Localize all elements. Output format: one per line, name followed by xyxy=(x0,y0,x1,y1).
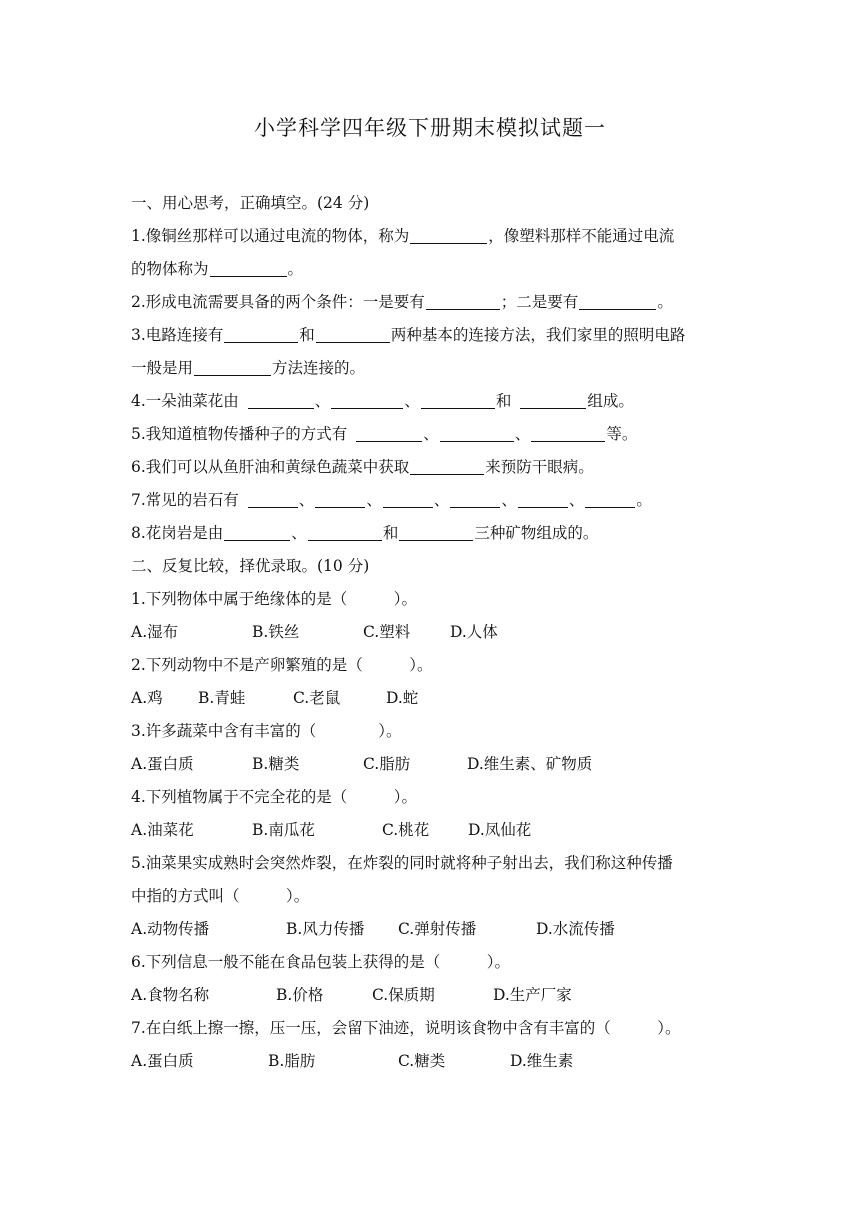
answer-blank[interactable] xyxy=(356,424,422,442)
q4-sep: 、 xyxy=(314,392,331,410)
answer-blank[interactable] xyxy=(331,391,403,409)
mc-question-6: 6.下列信息一般不能在食品包装上获得的是（ ）。 xyxy=(131,953,511,971)
answer-blank[interactable] xyxy=(308,523,382,541)
q3-text-c: 两种基本的连接方法，我们家里的照明电路 xyxy=(390,326,686,344)
mc-options-5 xyxy=(131,913,741,946)
q6-text-b: 来预防干眼病。 xyxy=(485,458,594,476)
mc-question-5-line-2: 中指的方式叫（ ）。 xyxy=(131,887,310,905)
q7-sep: 、 xyxy=(298,491,315,509)
option-a[interactable]: A.蛋白质 xyxy=(131,1052,194,1070)
q7-sep: 、 xyxy=(501,491,517,509)
answer-blank[interactable] xyxy=(248,490,298,508)
q3-text-e: 方法连接的。 xyxy=(272,359,366,377)
q2-text-c: 。 xyxy=(657,293,673,311)
option-c[interactable]: C.塑料 xyxy=(363,623,411,641)
answer-blank[interactable] xyxy=(194,358,271,376)
option-d[interactable]: D.蛇 xyxy=(386,689,419,707)
question-4 xyxy=(131,385,741,418)
option-c[interactable]: C.弹射传播 xyxy=(398,920,477,938)
q4-and: 和 xyxy=(495,392,512,410)
answer-blank[interactable] xyxy=(585,490,635,508)
q1-text-b: ，像塑料那样不能通过电流 xyxy=(488,227,675,245)
mc-question-1: 1.下列物体中属于绝缘体的是（ ）。 xyxy=(131,590,418,608)
option-c[interactable]: C.脂肪 xyxy=(363,755,411,773)
option-b[interactable]: B.铁丝 xyxy=(252,623,300,641)
option-c[interactable]: C.糖类 xyxy=(398,1052,446,1070)
q7-end: 。 xyxy=(636,491,652,509)
question-8 xyxy=(131,517,741,550)
question-1-line-2 xyxy=(131,253,741,286)
option-a[interactable]: A.动物传播 xyxy=(131,920,210,938)
option-b[interactable]: B.风力传播 xyxy=(286,920,365,938)
answer-blank[interactable] xyxy=(520,391,586,409)
answer-blank[interactable] xyxy=(315,490,365,508)
option-c[interactable]: C.桃花 xyxy=(382,821,430,839)
q5-sep: 、 xyxy=(423,425,439,443)
mc-options-2 xyxy=(131,682,741,715)
q2-text-a: 2.形成电流需要具备的两个条件：一是要有 xyxy=(131,293,425,311)
q4-text-a: 4.一朵油菜花由 xyxy=(131,392,239,410)
option-d[interactable]: D.维生素 xyxy=(510,1052,574,1070)
q7-sep: 、 xyxy=(568,491,585,509)
answer-blank[interactable] xyxy=(450,490,500,508)
q2-text-b: ；二是要有 xyxy=(500,293,579,311)
mc-question-2: 2.下列动物中不是产卵繁殖的是（ ）。 xyxy=(131,656,433,674)
exam-body xyxy=(131,187,741,1078)
mc-question-5-line-1: 5.油菜果实成熟时会突然炸裂，在炸裂的同时就将种子射出去，我们称这种传播 xyxy=(131,854,673,872)
q5-sep: 、 xyxy=(514,425,531,443)
q1-text-a: 1.像铜丝那样可以通过电流的物体，称为 xyxy=(131,227,410,245)
q7-sep: 、 xyxy=(366,491,382,509)
q5-end: 等。 xyxy=(606,425,638,443)
mc-options-3 xyxy=(131,748,741,781)
question-6 xyxy=(131,451,741,484)
answer-blank[interactable] xyxy=(224,325,298,343)
option-b[interactable]: B.南瓜花 xyxy=(252,821,315,839)
answer-blank[interactable] xyxy=(210,259,287,277)
q3-text-a: 3.电路连接有 xyxy=(131,326,224,344)
mc-question-7: 7.在白纸上擦一擦，压一压，会留下油迹，说明该食物中含有丰富的（ ）。 xyxy=(131,1019,681,1037)
q8-text-a: 8.花岗岩是由 xyxy=(131,524,224,542)
mc-options-1 xyxy=(131,616,741,649)
answer-blank[interactable] xyxy=(426,292,500,310)
answer-blank[interactable] xyxy=(224,523,290,541)
q4-end: 组成。 xyxy=(587,392,634,410)
mc-question-3: 3.许多蔬菜中含有丰富的（ ）。 xyxy=(131,722,402,740)
q8-end: 三种矿物组成的。 xyxy=(474,524,599,542)
mc-options-4 xyxy=(131,814,741,847)
question-3-line-1 xyxy=(131,319,741,352)
q8-and: 和 xyxy=(382,524,399,542)
option-b[interactable]: B.价格 xyxy=(276,986,324,1004)
q8-sep: 、 xyxy=(291,524,307,542)
answer-blank[interactable] xyxy=(399,523,473,541)
q3-text-b: 和 xyxy=(299,326,315,344)
answer-blank[interactable] xyxy=(421,391,495,409)
q1-text-c: 的物体称为 xyxy=(131,260,209,278)
section2-heading: 二、反复比较，择优录取。(10 分) xyxy=(131,557,370,575)
option-a[interactable]: A.湿布 xyxy=(131,623,179,641)
question-7 xyxy=(131,484,741,517)
option-d[interactable]: D.水流传播 xyxy=(536,920,615,938)
option-b[interactable]: B.脂肪 xyxy=(268,1052,316,1070)
answer-blank[interactable] xyxy=(410,226,487,244)
q6-text-a: 6.我们可以从鱼肝油和黄绿色蔬菜中获取 xyxy=(131,458,410,476)
option-c[interactable]: C.保质期 xyxy=(372,986,435,1004)
q7-sep: 、 xyxy=(433,491,450,509)
question-5 xyxy=(131,418,741,451)
answer-blank[interactable] xyxy=(316,325,390,343)
q5-text-a: 5.我知道植物传播种子的方式有 xyxy=(131,425,348,443)
section1-heading: 一、用心思考，正确填空。(24 分) xyxy=(131,194,370,212)
question-2 xyxy=(131,286,741,319)
mc-question-4: 4.下列植物属于不完全花的是（ ）。 xyxy=(131,788,418,806)
answer-blank[interactable] xyxy=(248,391,314,409)
answer-blank[interactable] xyxy=(440,424,514,442)
option-a[interactable]: A.油菜花 xyxy=(131,821,194,839)
answer-blank[interactable] xyxy=(531,424,605,442)
q7-text-a: 7.常见的岩石有 xyxy=(131,491,239,509)
mc-options-6 xyxy=(131,979,741,1012)
option-d[interactable]: D.维生素、矿物质 xyxy=(467,755,593,773)
mc-options-7 xyxy=(131,1045,741,1078)
question-3-line-2 xyxy=(131,352,741,385)
answer-blank[interactable] xyxy=(579,292,656,310)
answer-blank[interactable] xyxy=(410,457,484,475)
q1-text-d: 。 xyxy=(287,260,304,278)
option-a[interactable]: A.蛋白质 xyxy=(131,755,194,773)
option-d[interactable]: D.凤仙花 xyxy=(468,821,532,839)
q4-sep: 、 xyxy=(404,392,420,410)
question-1-line-1 xyxy=(131,220,741,253)
exam-title: 小学科学四年级下册期末模拟试题一 xyxy=(254,116,606,140)
option-d[interactable]: D.生产厂家 xyxy=(493,986,572,1004)
option-b[interactable]: B.糖类 xyxy=(252,755,300,773)
option-a[interactable]: A.食物名称 xyxy=(131,986,210,1004)
q3-text-d: 一般是用 xyxy=(131,359,194,377)
option-c[interactable]: C.老鼠 xyxy=(293,689,341,707)
option-d[interactable]: D.人体 xyxy=(450,623,498,641)
answer-blank[interactable] xyxy=(383,490,433,508)
option-b[interactable]: B.青蛙 xyxy=(198,689,246,707)
answer-blank[interactable] xyxy=(518,490,568,508)
option-a[interactable]: A.鸡 xyxy=(131,689,163,707)
